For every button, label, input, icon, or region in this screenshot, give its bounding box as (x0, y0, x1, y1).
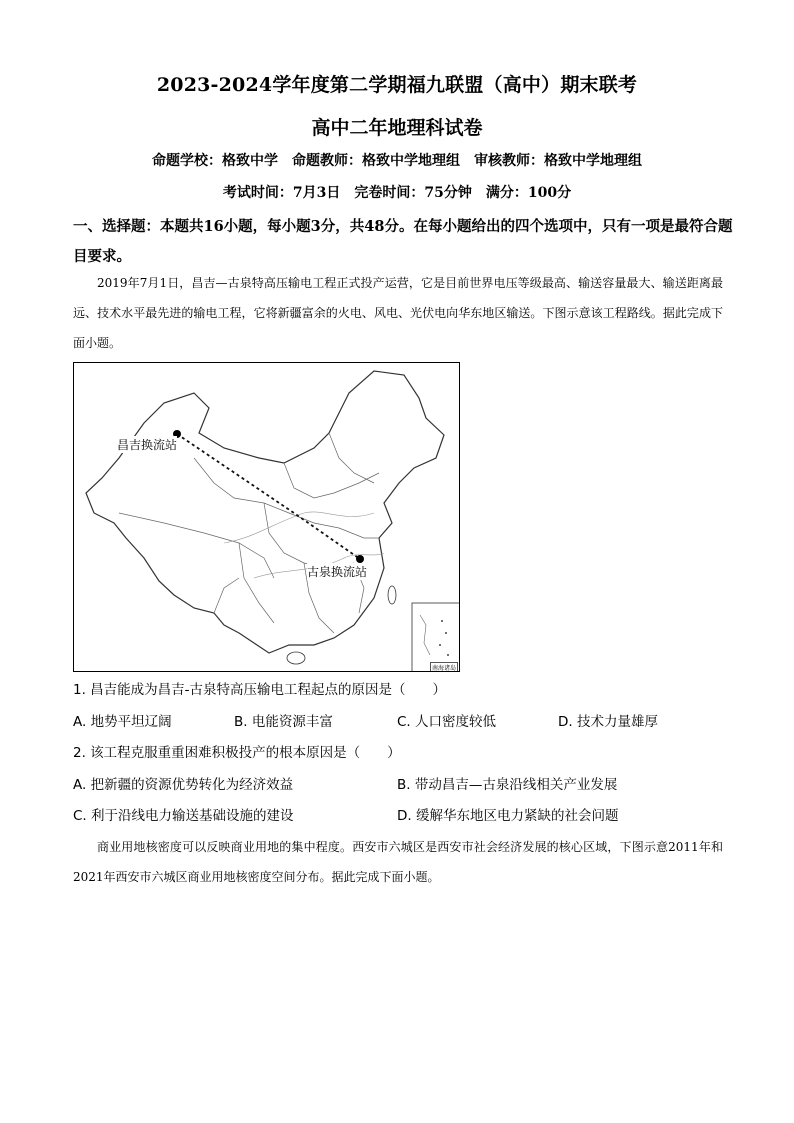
exam-title: 2023-2024学年度第二学期福九联盟（高中）期末联考 (156, 74, 638, 96)
china-map-outline (74, 363, 460, 672)
section-heading: 一、选择题：本题共16小题，每小题3分，共48分。在每小题给出的四个选项中，只有一项是最符合题目要求。 (73, 218, 733, 265)
transmission-route-line (177, 434, 360, 559)
q2-option-c: C. 利于沿线电力输送基础设施的建设 (73, 808, 294, 824)
q1-option-b: B. 电能资源丰富 (234, 714, 333, 730)
q2-option-b: B. 带动昌吉—古泉沿线相关产业发展 (397, 777, 618, 793)
q1-option-a: A. 地势平坦辽阔 (73, 714, 172, 730)
start-station-label: 昌吉换流站 (117, 438, 178, 452)
exam-info-line: 考试时间：7月3日 完卷时间：75分钟 满分：100分 (222, 185, 572, 201)
inset-label: 南海诸岛 (430, 662, 458, 672)
end-station-marker (356, 555, 364, 563)
exam-subtitle: 高中二年地理科试卷 (311, 117, 483, 139)
question-1-stem: 1. 昌吉能成为昌吉-古泉特高压输电工程起点的原因是（ ） (73, 682, 447, 698)
question-2-stem: 2. 该工程克服重重困难积极投产的根本原因是（ ） (73, 745, 401, 761)
q2-option-d: D. 缓解华东地区电力紧缺的社会问题 (397, 808, 619, 824)
china-map-figure (73, 362, 460, 672)
intro-paragraph-2: 商业用地核密度可以反映商业用地的集中程度。西安市六城区是西安市社会经济发展的核心区域，下图示意2011年和2021年西安市六城区商业用地核密度空间分布。据此完成下面小题。 (73, 840, 723, 884)
end-station-label: 古泉换流站 (307, 565, 368, 579)
authors-line: 命题学校：格致中学 命题教师：格致中学地理组 审核教师：格致中学地理组 (152, 153, 642, 169)
q2-option-a: A. 把新疆的资源优势转化为经济效益 (73, 777, 294, 793)
q1-option-d: D. 技术力量雄厚 (558, 714, 658, 730)
intro-paragraph-1: 2019年7月1日，昌吉—古泉特高压输电工程正式投产运营，它是目前世界电压等级最高、输送容量最大、输送距离最远、技术水平最先进的输电工程，它将新疆富余的火电、风电、光伏电向华东地区输送。下图示意该工程路线。据此完成下面小题。 (73, 276, 723, 350)
q1-option-c: C. 人口密度较低 (397, 714, 497, 730)
